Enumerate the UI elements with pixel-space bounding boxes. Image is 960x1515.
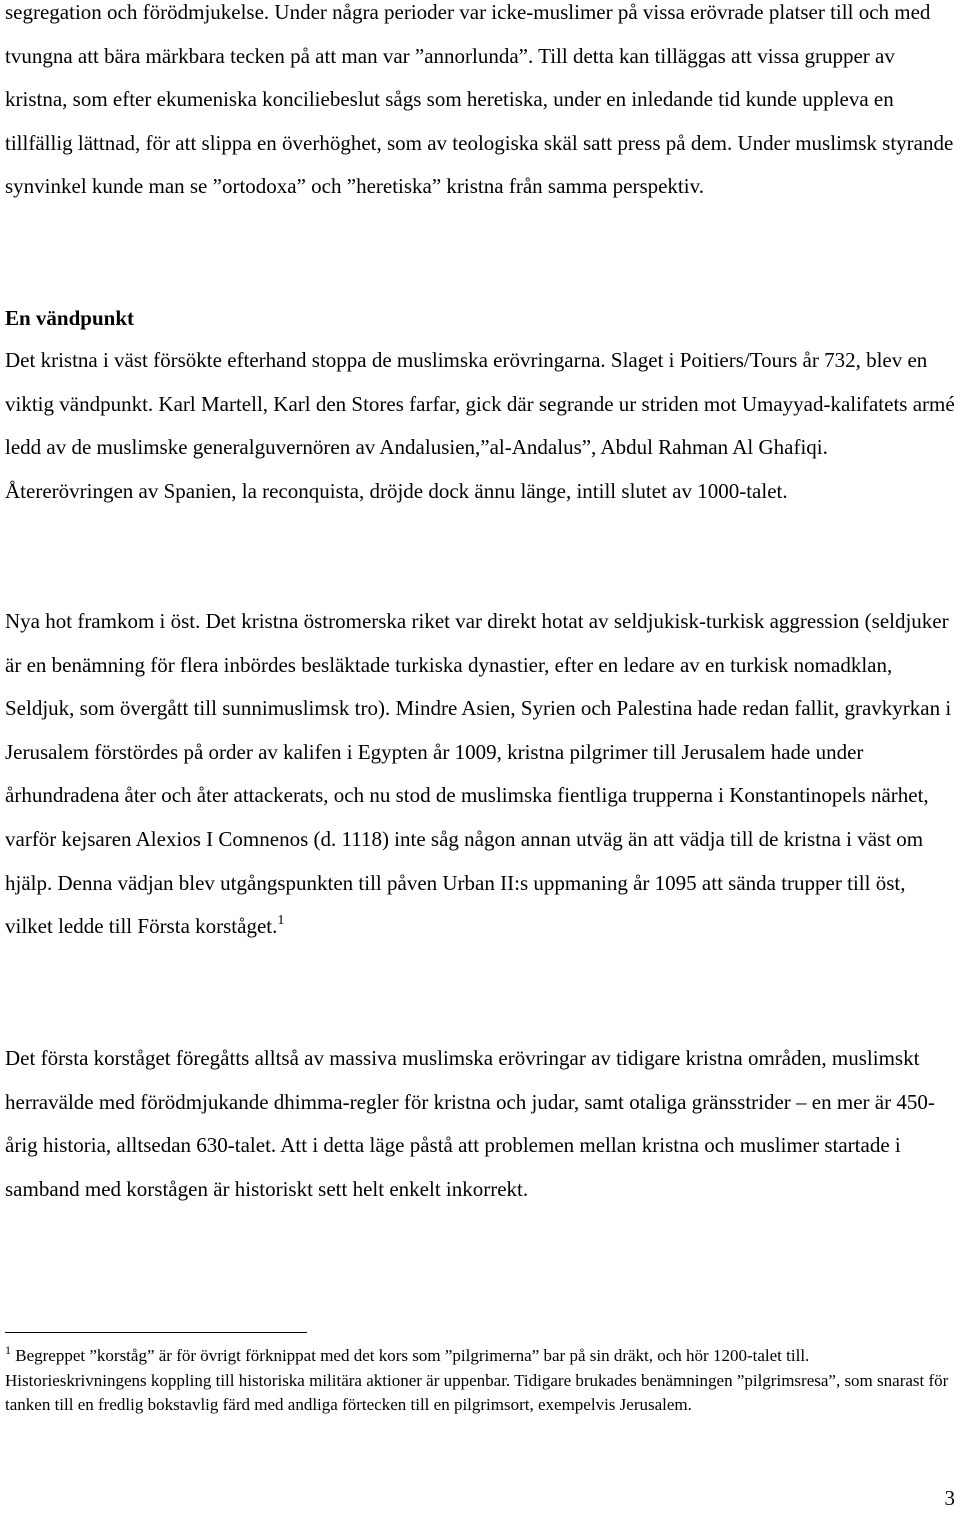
footnote-text: Begreppet ”korståg” är för övrigt förknippat med det kors som ”pilgrimerna” bar på sin dräkt, och hör 1200-talet till. Historieskrivningens koppling till historiska militära aktioner är uppenbar. Tidigare brukades benämningen ”pilgrimsresa”, som snarast för tanken till en fredlig bokstavlig färd med andliga förtecken till en pilgrimsort, exempelvis Jerusalem.	[5, 1346, 949, 1414]
paragraph-turning-point	[5, 339, 955, 513]
paragraph-segregation	[5, 0, 955, 209]
footnote	[5, 1344, 950, 1418]
paragraph-text: Nya hot framkom i öst. Det kristna östromerska riket var direkt hotat av seldjukisk-turkisk aggression (seldjuker är en benämning för flera inbördes besläktade turkiska dynastier, efter en ledare av en turkisk nomadklan, Seldjuk, som övergått till sunnimuslimsk tro). Mindre Asien, Syrien och Palestina hade redan fallit, gravkyrkan i Jerusalem förstördes på order av kalifen i Egypten år 1009, kristna pilgrimer till Jerusalem hade under århundradena åter och åter attackerats, och nu stod de muslimska fientliga trupperna i Konstantinopels närhet, varför kejsaren Alexios I Comnenos (d. 1118) inte såg någon annan utväg än att vädja till de kristna i väst om hjälp. Denna vädjan blev utgångspunkten till påven Urban II:s uppmaning år 1095 att sända trupper till öst, vilket ledde till Första korståget.	[5, 609, 952, 939]
footnote-divider	[5, 1332, 307, 1333]
paragraph-text: Det första korståget föregåtts alltså av massiva muslimska erövringar av tidigare kristna områden, muslimskt herravälde med förödmjukande dhimma-regler för kristna och judar, samt otaliga gränsstrider – en mer är 450-årig historia, alltsedan 630-talet. Att i detta läge påstå att problemen mellan kristna och muslimer startade i samband med korstågen är historiskt sett helt enkelt inkorrekt.	[5, 1046, 935, 1201]
section-heading: En vändpunkt	[5, 306, 135, 330]
paragraph-text: Det kristna i väst försökte efterhand stoppa de muslimska erövringarna. Slaget i Poitiers/Tours år 732, blev en viktig vändpunkt. Karl Martell, Karl den Stores farfar, gick där segrande ur striden mot Umayyad-kalifatets armé ledd av de muslimske generalguvernören av Andalusien,”al-Andalus”, Abdul Rahman Al Ghafiqi. Återerövringen av Spanien, la reconquista, dröjde dock ännu länge, intill slutet av 1000-talet.	[5, 348, 955, 503]
paragraph-first-crusade	[5, 1037, 955, 1211]
paragraph-new-threats	[5, 600, 955, 949]
footnote-marker: 1	[5, 1343, 11, 1357]
footnote-reference[interactable]: 1	[277, 913, 285, 929]
paragraph-text: segregation och förödmjukelse. Under några perioder var icke-muslimer på vissa erövrade platser till och med tvungna att bära märkbara tecken på att man var ”annorlunda”. Till detta kan tilläggas att vissa grupper av kristna, som efter ekumeniska konciliebeslut sågs som heretiska, under en inledande tid kunde uppleva en tillfällig lättnad, för att slippa en överhöghet, som av teologiska skäl satt press på dem. Under muslimsk styrande synvinkel kunde man se ”ortodoxa” och ”heretiska” kristna från samma perspektiv.	[5, 0, 954, 199]
page-number: 3	[944, 1486, 955, 1510]
